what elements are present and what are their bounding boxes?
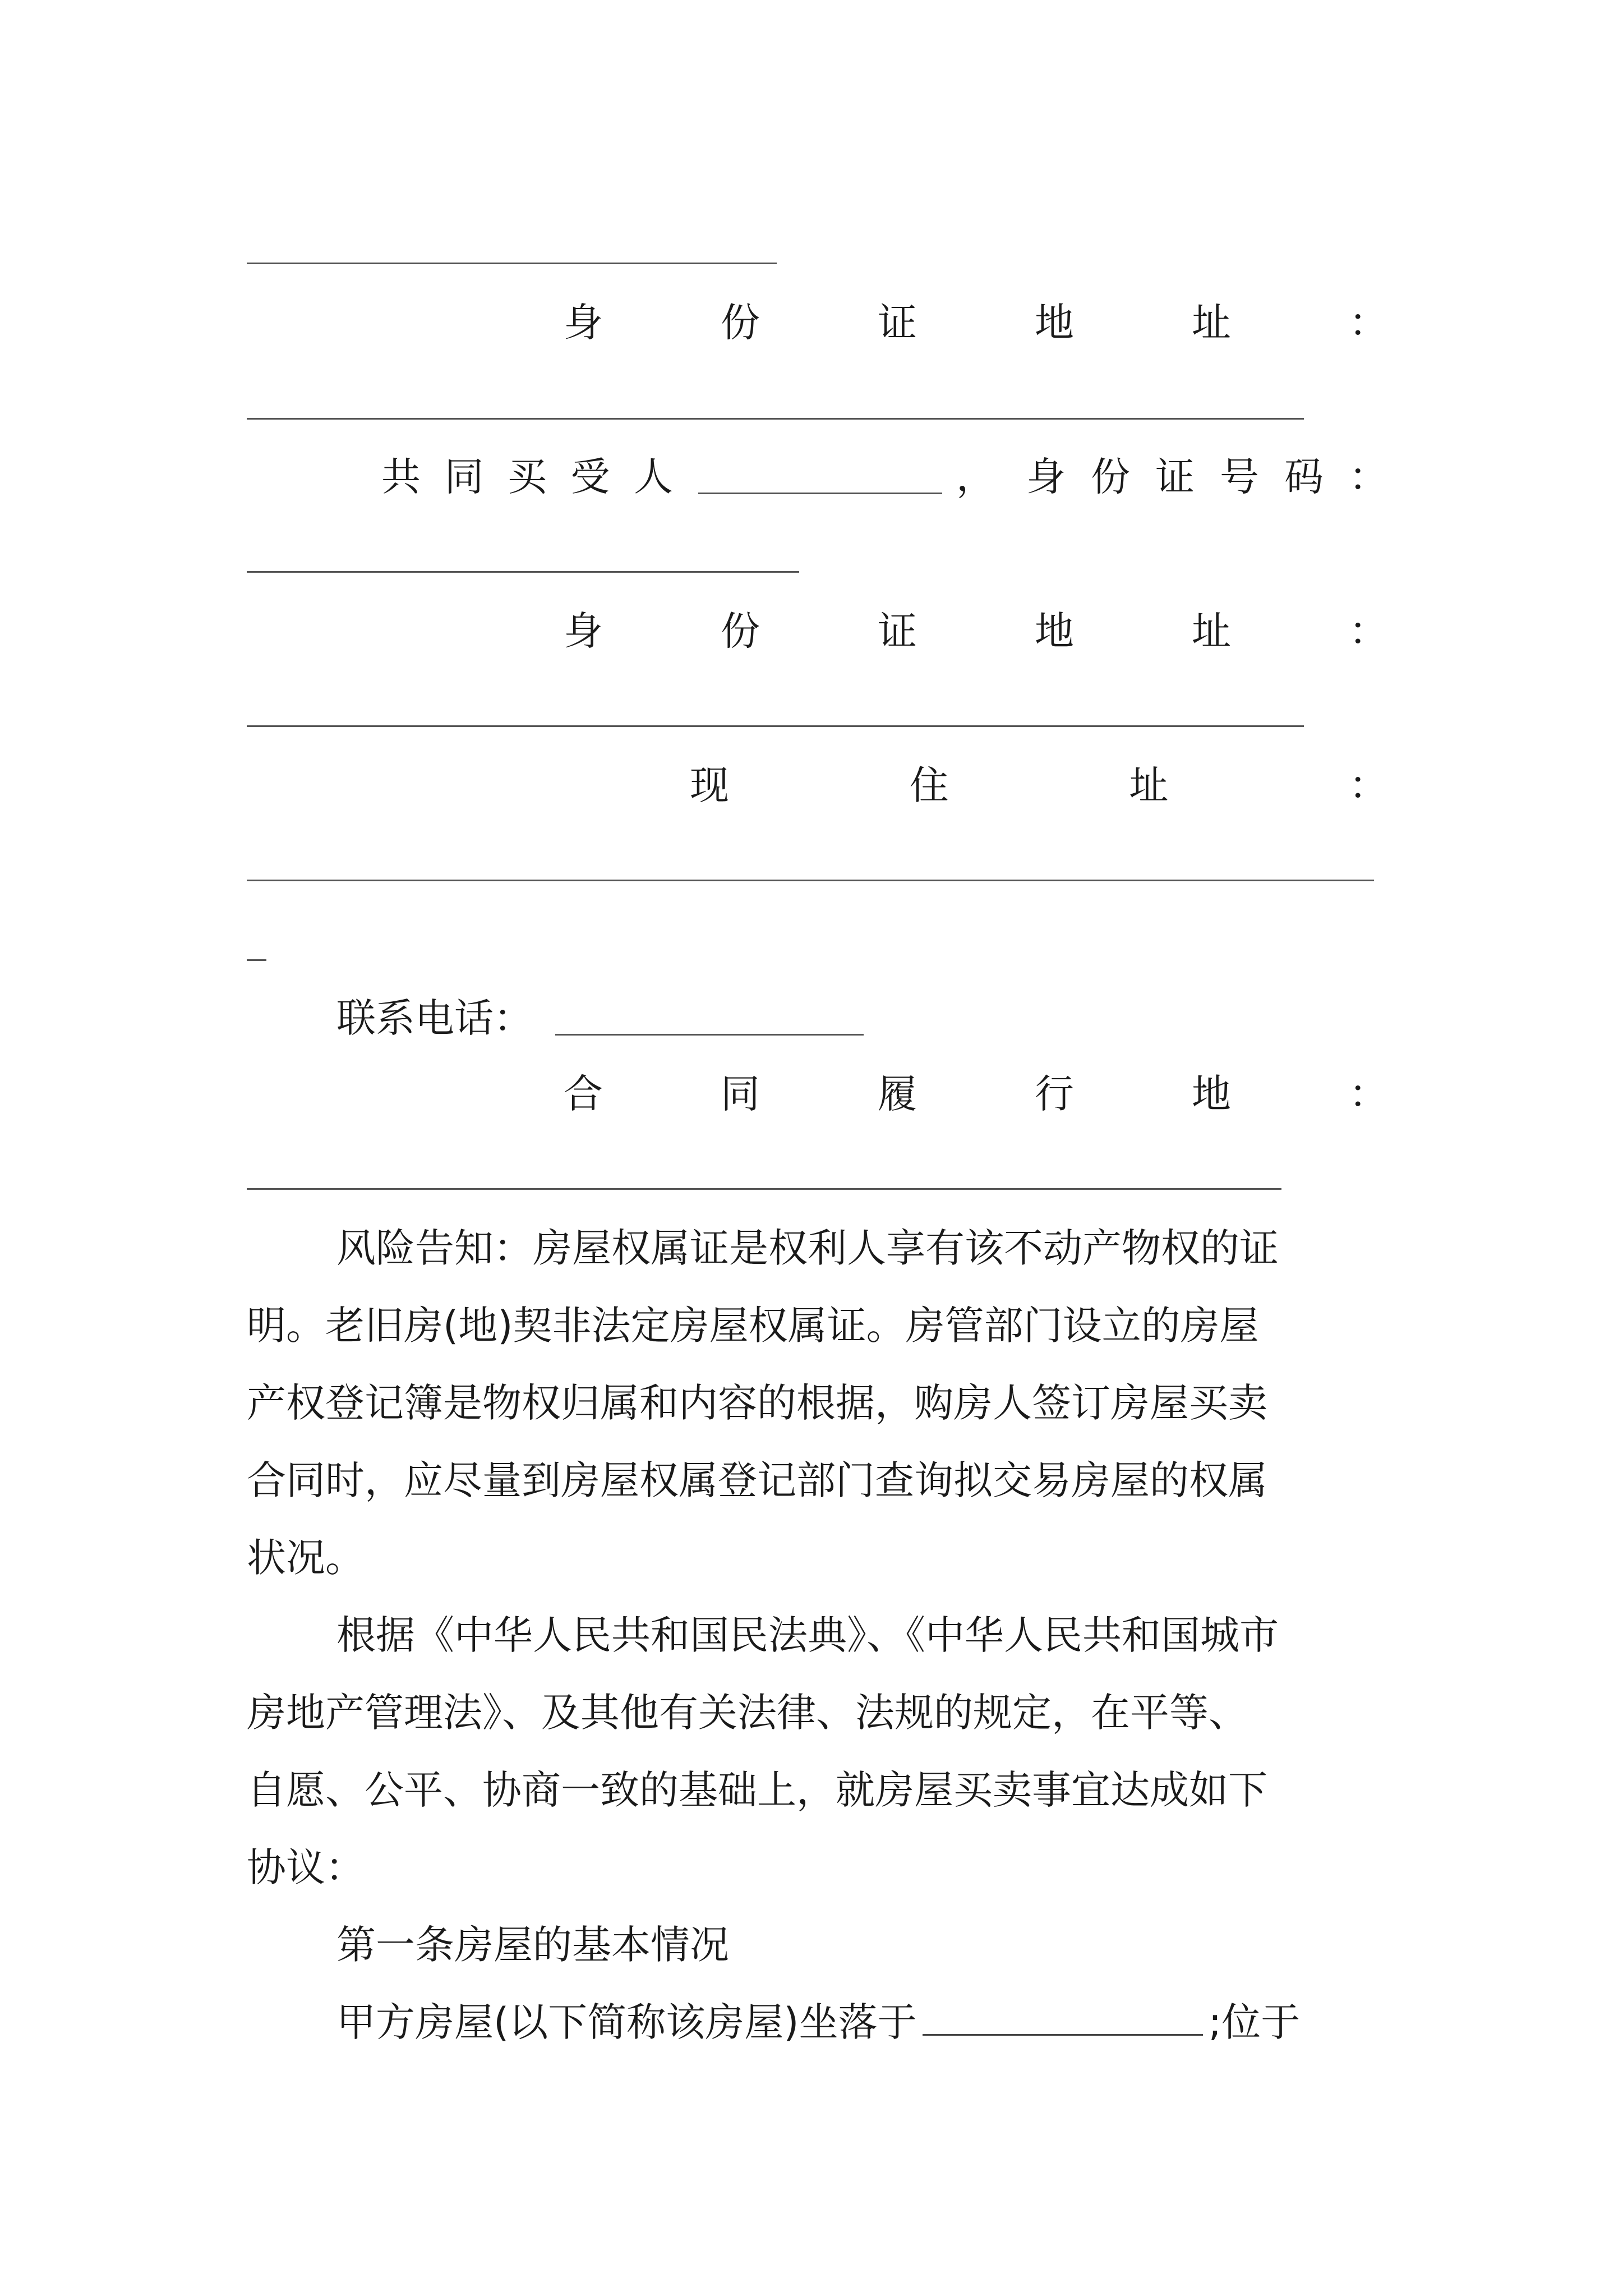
fill-line-top <box>247 263 777 264</box>
label-char: 址 <box>1129 762 1169 808</box>
label-char: 共 <box>381 454 421 500</box>
article-1-suffix: ;位于 <box>1208 1999 1301 2045</box>
label-char: 码 <box>1284 454 1324 500</box>
label-char: 住 <box>909 762 949 808</box>
label-char: 号 <box>1220 454 1259 500</box>
fill-line-current-address[interactable] <box>247 880 1374 881</box>
article-1-prefix: 甲方房屋(以下简称该房屋)坐落于 <box>336 1999 917 2045</box>
label-char: 身 <box>1026 454 1066 500</box>
risk-notice-line: 状况。 <box>247 1535 365 1581</box>
risk-notice-line: 产权登记簿是物权归属和内容的根据，购房人签订房屋买卖 <box>247 1380 1267 1426</box>
legal-basis-line: 自愿、公平、协商一致的基础上，就房屋买卖事宜达成如下 <box>247 1767 1267 1813</box>
label-char: 受 <box>570 454 610 500</box>
label-char: 证 <box>878 608 917 654</box>
phone-blank[interactable] <box>555 1034 864 1036</box>
fill-line-current-address-wrap <box>247 959 266 961</box>
label-char: 身 <box>564 608 603 654</box>
label-char: ： <box>1348 762 1388 808</box>
id-address-label-1 <box>564 300 1388 346</box>
label-char: 行 <box>1035 1071 1074 1117</box>
label-char: 人 <box>634 454 673 500</box>
label-char: 址 <box>1192 608 1231 654</box>
risk-notice-line: 风险告知：房屋权属证是权利人享有该不动产物权的证 <box>336 1225 1279 1271</box>
legal-basis-line: 协议： <box>247 1844 365 1890</box>
label-char: ： <box>1349 1071 1388 1117</box>
legal-basis-line: 根据《中华人民共和国民法典》、《中华人民共和国城市 <box>336 1612 1279 1658</box>
performance-place-label <box>564 1071 1388 1117</box>
label-char: ： <box>1349 608 1388 654</box>
location-blank[interactable] <box>923 2034 1203 2036</box>
label-char: 地 <box>1035 300 1074 346</box>
label-char: 证 <box>1155 454 1195 500</box>
label-char: 证 <box>878 300 917 346</box>
label-char: 身 <box>564 300 603 346</box>
label-char: 同 <box>444 454 484 500</box>
label-char: ： <box>1349 454 1388 500</box>
comma-separator: ， <box>956 454 995 500</box>
fill-line-id-number[interactable] <box>247 571 799 573</box>
current-address-label <box>690 762 1388 808</box>
risk-notice-line: 合同时，应尽量到房屋权属登记部门查询拟交易房屋的权属 <box>247 1457 1267 1503</box>
label-char: 地 <box>1035 608 1074 654</box>
phone-label: 联系电话： <box>336 995 533 1041</box>
article-1-line <box>336 1999 1301 2045</box>
fill-line-id-address-1 <box>247 418 1304 420</box>
label-char: 买 <box>508 454 547 500</box>
id-number-label <box>1026 454 1388 500</box>
label-char: 地 <box>1192 1071 1231 1117</box>
label-char: 合 <box>564 1071 603 1117</box>
label-char: 份 <box>721 608 760 654</box>
fill-line-performance-place[interactable] <box>247 1188 1281 1190</box>
fill-line-id-address-2[interactable] <box>247 725 1304 727</box>
legal-basis-line: 房地产管理法》、及其他有关法律、法规的规定，在平等、 <box>247 1690 1248 1736</box>
id-address-label-2 <box>564 608 1388 654</box>
co-buyer-label <box>381 454 673 500</box>
label-char: 履 <box>878 1071 917 1117</box>
label-char: 份 <box>721 300 760 346</box>
label-char: 址 <box>1192 300 1231 346</box>
label-char: ： <box>1349 300 1388 346</box>
article-1-title: 第一条房屋的基本情况 <box>336 1922 729 1968</box>
co-buyer-blank[interactable] <box>698 493 942 494</box>
risk-notice-line: 明。老旧房(地)契非法定房屋权属证。房管部门设立的房屋 <box>247 1303 1259 1349</box>
label-char: 同 <box>721 1071 760 1117</box>
label-char: 份 <box>1091 454 1130 500</box>
label-char: 现 <box>690 762 729 808</box>
